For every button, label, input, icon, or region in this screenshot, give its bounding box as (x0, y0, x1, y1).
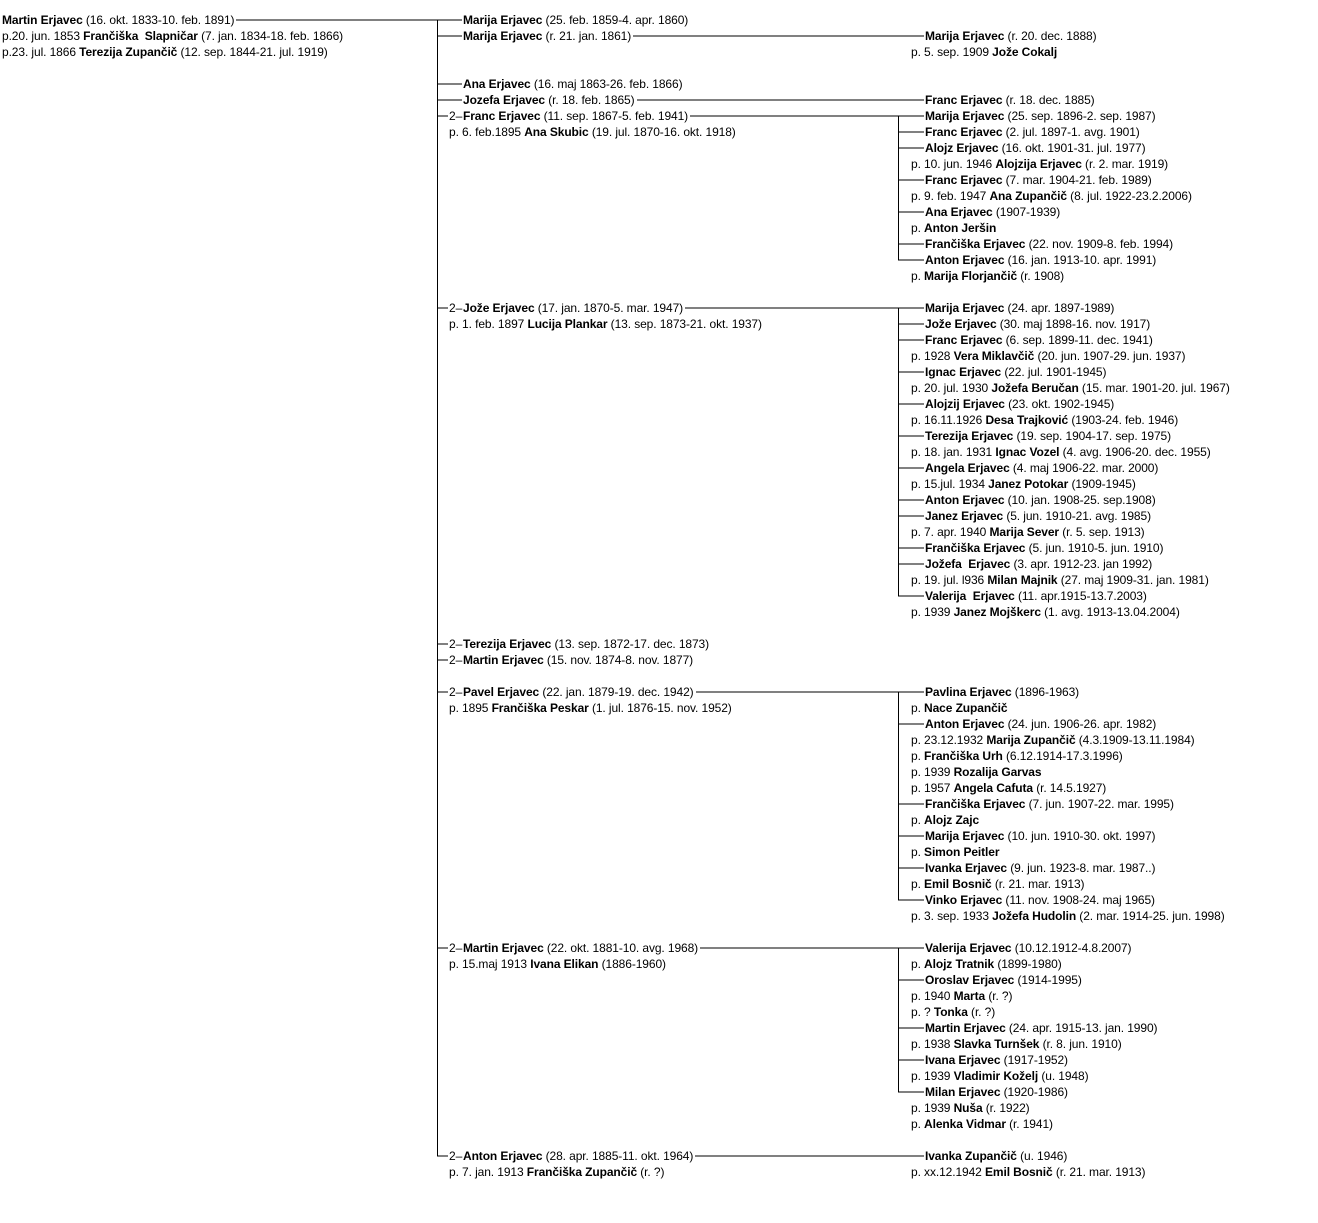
spouse-dates: (r. ?) (967, 1005, 996, 1019)
spouse-name: Alenka Vidmar (924, 1117, 1006, 1131)
person-dates: (7. jun. 1907-22. mar. 1995) (1025, 797, 1174, 811)
marriage-mark (449, 301, 462, 315)
grandchild-spouse (911, 813, 979, 827)
grandchild-spouse (911, 733, 1195, 747)
grandchild-spouse (911, 1069, 1088, 1083)
person-name: Martin Erjavec (463, 653, 544, 667)
marriage-mark (449, 637, 462, 651)
spouse-dates: (27. maj 1909-31. jan. 1981) (1057, 573, 1209, 587)
person-dates: (3. apr. 1912-23. jan 1992) (1010, 557, 1153, 571)
marriage-mark (449, 653, 462, 667)
person-name: Terezija Erjavec (925, 429, 1014, 443)
spouse-dates: (19. jul. 1870-16. okt. 1918) (588, 125, 736, 139)
person-dates: (r. 20. dec. 1888) (1004, 29, 1097, 43)
spouse-dates: (13. sep. 1873-21. okt. 1937) (607, 317, 762, 331)
spouse-name: Janez Potokar (988, 477, 1069, 491)
child-spouse (449, 957, 666, 971)
grandchild-spouse (911, 749, 1123, 763)
spouse-dates: (r. 21. mar. 1913) (991, 877, 1085, 891)
spouse-name: Milan Majnik (987, 573, 1058, 587)
person-dates: (1914-1995) (1014, 973, 1082, 987)
marriage-info: p. (911, 877, 925, 891)
person-dates: (16. maj 1863-26. feb. 1866) (530, 77, 683, 91)
marriage-info: p. 23.12.1932 (911, 733, 987, 747)
spouse-name: Angela Cafuta (953, 781, 1033, 795)
person-name: Marija Erjavec (463, 29, 543, 43)
marriage-info: p.23. jul. 1866 (2, 45, 80, 59)
spouse-dates: (r. 21. mar. 1913) (1052, 1165, 1146, 1179)
grandchild-person (925, 685, 1079, 699)
grandchild-spouse (911, 189, 1192, 203)
grandchild-spouse (911, 349, 1185, 363)
marriage-info: p. xx.12.1942 (911, 1165, 985, 1179)
second-marriage-mark: 2– (449, 637, 463, 651)
spouse-name: Vera Miklavčič (953, 349, 1035, 363)
person-dates: (13. sep. 1872-17. dec. 1873) (551, 637, 710, 651)
person-dates: (16. okt. 1901-31. jul. 1977) (998, 141, 1146, 155)
grandchild-spouse (911, 1101, 1030, 1115)
person-name: Ivanka Erjavec (925, 861, 1007, 875)
person-dates: (17. jan. 1870-5. mar. 1947) (534, 301, 684, 315)
spouse-name: Ana Skubic (524, 125, 589, 139)
spouse-dates: (12. sep. 1844-21. jul. 1919) (177, 45, 328, 59)
grandchild-person (925, 205, 1060, 219)
spouse-dates: (8. jul. 1922-23.2.2006) (1066, 189, 1192, 203)
person-dates: (11. apr.1915-13.7.2003) (1014, 589, 1147, 603)
person-dates: (6. sep. 1899-11. dec. 1941) (1002, 333, 1153, 347)
person-name: Franc Erjavec (925, 93, 1003, 107)
spouse-dates: (2. mar. 1914-25. jun. 1998) (1076, 909, 1225, 923)
child-person (463, 109, 688, 123)
person-dates: (11. nov. 1908-24. maj 1965) (1002, 893, 1155, 907)
root-spouse (2, 45, 328, 59)
person-dates: (5. jun. 1910-5. jun. 1910) (1025, 541, 1164, 555)
person-dates: (5. jun. 1910-21. avg. 1985) (1003, 509, 1151, 523)
grandchild-spouse (911, 269, 1064, 283)
grandchild-spouse (911, 45, 1057, 59)
person-dates: (19. sep. 1904-17. sep. 1975) (1013, 429, 1172, 443)
person-name: Frančiška Erjavec (925, 797, 1026, 811)
person-dates: (15. nov. 1874-8. nov. 1877) (543, 653, 694, 667)
grandchild-person (925, 141, 1146, 155)
spouse-name: Emil Bosnič (985, 1165, 1053, 1179)
spouse-dates: (6.12.1914-17.3.1996) (1002, 749, 1123, 763)
person-name: Martin Erjavec (925, 1021, 1006, 1035)
grandchild-person (925, 29, 1096, 43)
grandchild-person (925, 829, 1155, 843)
spouse-dates: (20. jun. 1907-29. jun. 1937) (1034, 349, 1186, 363)
marriage-info: p.20. jun. 1853 (2, 29, 84, 43)
spouse-dates: (4. avg. 1906-20. dec. 1955) (1059, 445, 1211, 459)
person-name: Ivanka Zupančič (925, 1149, 1017, 1163)
grandchild-person (925, 397, 1114, 411)
person-name: Ana Erjavec (925, 205, 993, 219)
marriage-info: p. 19. jul. l936 (911, 573, 988, 587)
person-dates: (2. jul. 1897-1. avg. 1901) (1002, 125, 1140, 139)
grandchild-spouse (911, 1005, 995, 1019)
spouse-dates: (1. jul. 1876-15. nov. 1952) (588, 701, 732, 715)
child-spouse (449, 317, 762, 331)
grandchild-spouse (911, 477, 1136, 491)
spouse-dates: (4.3.1909-13.11.1984) (1075, 733, 1195, 747)
person-name: Anton Erjavec (925, 717, 1005, 731)
grandchild-spouse (911, 413, 1178, 427)
spouse-name: Frančiška Urh (924, 749, 1003, 763)
marriage-info: p. (911, 269, 925, 283)
spouse-dates: (1903-24. feb. 1946) (1068, 413, 1179, 427)
child-person (463, 685, 694, 699)
marriage-info: p. 7. apr. 1940 (911, 525, 990, 539)
grandchild-spouse (911, 877, 1084, 891)
marriage-info: p. 15.maj 1913 (449, 957, 531, 971)
marriage-info: p. 1. feb. 1897 (449, 317, 528, 331)
grandchild-person (925, 861, 1155, 875)
person-dates: (25. sep. 1896-2. sep. 1987) (1004, 109, 1156, 123)
root-spouse (2, 29, 343, 43)
spouse-dates: (1899-1980) (994, 957, 1062, 971)
person-dates: (10. jan. 1908-25. sep.1908) (1004, 493, 1156, 507)
spouse-name: Marija Florjančič (924, 269, 1018, 283)
person-name: Martin Erjavec (463, 941, 544, 955)
grandchild-person (925, 125, 1140, 139)
spouse-name: Terezija Zupančič (79, 45, 178, 59)
spouse-dates: (r. 8. jun. 1910) (1039, 1037, 1122, 1051)
second-marriage-mark: 2– (449, 653, 463, 667)
spouse-name: Frančiška Zupančič (526, 1165, 638, 1179)
marriage-info: p. (911, 221, 925, 235)
spouse-dates: (1886-1960) (598, 957, 666, 971)
marriage-mark (449, 685, 462, 699)
marriage-info: p. 3. sep. 1933 (911, 909, 993, 923)
spouse-dates: (r. ?) (985, 989, 1013, 1003)
grandchild-person (925, 93, 1095, 107)
spouse-dates: (r. 1922) (982, 1101, 1030, 1115)
child-person (463, 637, 709, 651)
marriage-info: p. (911, 957, 925, 971)
spouse-name: Simon Peitler (924, 845, 1000, 859)
spouse-dates: (r. 14.5.1927) (1032, 781, 1107, 795)
grandchild-spouse (911, 445, 1211, 459)
person-name: Frančiška Erjavec (925, 237, 1026, 251)
marriage-info: p. (911, 749, 925, 763)
person-name: Jožefa Erjavec (925, 557, 1011, 571)
person-dates: (7. mar. 1904-21. feb. 1989) (1002, 173, 1152, 187)
grandchild-spouse (911, 221, 996, 235)
grandchild-spouse (911, 845, 999, 859)
person-name: Jozefa Erjavec (463, 93, 545, 107)
grandchild-spouse (911, 157, 1168, 171)
grandchild-spouse (911, 525, 1145, 539)
person-dates: (r. 18. dec. 1885) (1002, 93, 1095, 107)
marriage-info: p. (911, 813, 925, 827)
grandchild-spouse (911, 909, 1225, 923)
marriage-info: p. 1939 (911, 1101, 954, 1115)
marriage-mark (449, 941, 462, 955)
spouse-name: Ana Zupančič (989, 189, 1067, 203)
grandchild-spouse (911, 1117, 1053, 1131)
person-dates: (4. maj 1906-22. mar. 2000) (1009, 461, 1159, 475)
grandchild-person (925, 797, 1174, 811)
spouse-name: Vladimir Koželj (953, 1069, 1039, 1083)
marriage-info: p. (911, 845, 925, 859)
spouse-dates: (r. 5. sep. 1913) (1058, 525, 1145, 539)
spouse-name: Lucija Plankar (527, 317, 608, 331)
marriage-info: p. 1939 (911, 1069, 954, 1083)
marriage-info: p. 1895 (449, 701, 492, 715)
person-name: Anton Erjavec (463, 1149, 543, 1163)
marriage-mark (449, 109, 462, 123)
spouse-dates: (r. 2. mar. 1919) (1081, 157, 1169, 171)
grandchild-person (925, 333, 1153, 347)
root-person (2, 13, 234, 27)
grandchild-person (925, 1021, 1157, 1035)
grandchild-person (925, 1149, 1067, 1163)
grandchild-person (925, 237, 1173, 251)
grandchild-spouse (911, 781, 1106, 795)
person-dates: (24. apr. 1897-1989) (1004, 301, 1115, 315)
person-dates: (24. jun. 1906-26. apr. 1982) (1004, 717, 1157, 731)
person-dates: (28. apr. 1885-11. okt. 1964) (542, 1149, 694, 1163)
person-name: Marija Erjavec (463, 13, 543, 27)
marriage-mark (449, 1149, 462, 1163)
person-name: Terezija Erjavec (463, 637, 552, 651)
person-name: Franc Erjavec (925, 173, 1003, 187)
child-person (463, 653, 693, 667)
spouse-name: Ignac Vozel (995, 445, 1060, 459)
grandchild-person (925, 1085, 1068, 1099)
person-name: Pavel Erjavec (463, 685, 540, 699)
grandchild-person (925, 973, 1082, 987)
person-name: Ignac Erjavec (925, 365, 1002, 379)
marriage-info: p. 1939 (911, 765, 954, 779)
person-name: Marija Erjavec (925, 301, 1005, 315)
child-person (463, 1149, 693, 1163)
person-name: Pavlina Erjavec (925, 685, 1012, 699)
grandchild-person (925, 1053, 1068, 1067)
spouse-name: Anton Jeršin (924, 221, 997, 235)
child-person (463, 93, 635, 107)
person-dates: (9. jun. 1923-8. mar. 1987..) (1007, 861, 1156, 875)
person-name: Ivana Erjavec (925, 1053, 1001, 1067)
second-marriage-mark: 2– (449, 1149, 463, 1163)
second-marriage-mark: 2– (449, 685, 463, 699)
person-name: Jože Erjavec (463, 301, 535, 315)
spouse-name: Rozalija Garvas (953, 765, 1042, 779)
person-dates: (24. apr. 1915-13. jan. 1990) (1005, 1021, 1158, 1035)
spouse-name: Nace Zupančič (924, 701, 1008, 715)
spouse-name: Alojz Zajc (924, 813, 980, 827)
person-name: Vinko Erjavec (925, 893, 1003, 907)
marriage-info: p. 16.11.1926 (911, 413, 986, 427)
spouse-name: Marta (953, 989, 986, 1003)
grandchild-person (925, 109, 1156, 123)
spouse-name: Frančiška Peskar (491, 701, 589, 715)
marriage-info: p. 1938 (911, 1037, 954, 1051)
grandchild-person (925, 365, 1106, 379)
marriage-info: p. 1940 (911, 989, 954, 1003)
grandchild-person (925, 317, 1150, 331)
second-marriage-mark: 2– (449, 941, 463, 955)
spouse-name: Nuša (953, 1101, 983, 1115)
spouse-dates: (1909-1945) (1068, 477, 1136, 491)
spouse-name: Janez Mojškerc (953, 605, 1041, 619)
child-spouse (449, 701, 732, 715)
child-person (463, 77, 682, 91)
spouse-dates: (r. 1908) (1017, 269, 1065, 283)
grandchild-spouse (911, 957, 1062, 971)
spouse-name: Jožefa Hudolin (992, 909, 1077, 923)
person-dates: (1920-1986) (1000, 1085, 1068, 1099)
spouse-name: Slavka Turnšek (953, 1037, 1040, 1051)
marriage-info: p. (911, 701, 925, 715)
spouse-dates: (7. jan. 1834-18. feb. 1866) (197, 29, 344, 43)
grandchild-spouse (911, 989, 1012, 1003)
person-name: Valerija Erjavec (925, 589, 1015, 603)
marriage-info: p. 20. jul. 1930 (911, 381, 992, 395)
spouse-dates: (1. avg. 1913-13.04.2004) (1040, 605, 1180, 619)
person-dates: (23. okt. 1902-1945) (1004, 397, 1115, 411)
person-dates: (16. jan. 1913-10. apr. 1991) (1004, 253, 1157, 267)
grandchild-person (925, 893, 1155, 907)
grandchild-person (925, 173, 1152, 187)
marriage-info: p. 15.jul. 1934 (911, 477, 989, 491)
grandchild-person (925, 541, 1163, 555)
marriage-info: p. 5. sep. 1909 (911, 45, 993, 59)
grandchild-spouse (911, 381, 1230, 395)
person-name: Anton Erjavec (925, 253, 1005, 267)
spouse-name: Ivana Elikan (530, 957, 599, 971)
grandchild-person (925, 301, 1114, 315)
spouse-name: Tonka (933, 1005, 968, 1019)
spouse-dates: (u. 1948) (1038, 1069, 1089, 1083)
child-person (463, 941, 698, 955)
second-marriage-mark: 2– (449, 301, 463, 315)
person-name: Martin Erjavec (2, 13, 83, 27)
person-dates: (1917-1952) (1000, 1053, 1068, 1067)
person-dates: (r. 18. feb. 1865) (545, 93, 635, 107)
marriage-info: p. 10. jun. 1946 (911, 157, 996, 171)
person-name: Alojzij Erjavec (925, 397, 1005, 411)
spouse-name: Frančiška Slapničar (83, 29, 198, 43)
person-name: Valerija Erjavec (925, 941, 1012, 955)
person-dates: (10. jun. 1910-30. okt. 1997) (1004, 829, 1156, 843)
grandchild-person (925, 941, 1131, 955)
person-name: Franc Erjavec (463, 109, 541, 123)
spouse-name: Jože Cokalj (992, 45, 1058, 59)
grandchild-person (925, 589, 1147, 603)
grandchild-person (925, 717, 1156, 731)
person-dates: (22. okt. 1881-10. avg. 1968) (543, 941, 699, 955)
marriage-info: p. (911, 1117, 925, 1131)
person-dates: (22. jul. 1901-1945) (1001, 365, 1107, 379)
person-dates: (16. okt. 1833-10. feb. 1891) (82, 13, 235, 27)
marriage-info: p. ? (911, 1005, 934, 1019)
person-name: Angela Erjavec (925, 461, 1010, 475)
grandchild-spouse (911, 605, 1180, 619)
person-name: Ana Erjavec (463, 77, 531, 91)
person-name: Oroslav Erjavec (925, 973, 1015, 987)
spouse-dates: (r. ?) (637, 1165, 665, 1179)
person-dates: (25. feb. 1859-4. apr. 1860) (542, 13, 689, 27)
marriage-info: p. 6. feb.1895 (449, 125, 525, 139)
person-name: Marija Erjavec (925, 109, 1005, 123)
child-person (463, 301, 683, 315)
child-person (463, 29, 631, 43)
person-name: Anton Erjavec (925, 493, 1005, 507)
child-spouse (449, 125, 736, 139)
person-dates: (1907-1939) (992, 205, 1061, 219)
grandchild-spouse (911, 573, 1209, 587)
person-dates: (1896-1963) (1011, 685, 1080, 699)
person-name: Milan Erjavec (925, 1085, 1001, 1099)
child-person (463, 13, 688, 27)
person-dates: (22. nov. 1909-8. feb. 1994) (1025, 237, 1174, 251)
person-dates: (30. maj 1898-16. nov. 1917) (996, 317, 1151, 331)
person-name: Frančiška Erjavec (925, 541, 1026, 555)
marriage-info: p. 1939 (911, 605, 954, 619)
person-name: Marija Erjavec (925, 29, 1005, 43)
child-spouse (449, 1165, 664, 1179)
spouse-name: Marija Sever (989, 525, 1059, 539)
person-name: Alojz Erjavec (925, 141, 999, 155)
grandchild-spouse (911, 701, 1007, 715)
grandchild-spouse (911, 765, 1041, 779)
spouse-name: Marija Zupančič (986, 733, 1076, 747)
person-dates: (22. jan. 1879-19. dec. 1942) (539, 685, 694, 699)
grandchild-person (925, 461, 1158, 475)
spouse-name: Alojzija Erjavec (995, 157, 1082, 171)
spouse-dates: (r. 1941) (1005, 1117, 1053, 1131)
spouse-dates: (15. mar. 1901-20. jul. 1967) (1078, 381, 1230, 395)
grandchild-person (925, 493, 1156, 507)
person-dates: (r. 21. jan. 1861) (542, 29, 632, 43)
marriage-info: p. 1928 (911, 349, 954, 363)
person-name: Jože Erjavec (925, 317, 997, 331)
grandchild-person (925, 509, 1151, 523)
marriage-info: p. 7. jan. 1913 (449, 1165, 527, 1179)
second-marriage-mark: 2– (449, 109, 463, 123)
marriage-info: p. 1957 (911, 781, 954, 795)
spouse-name: Emil Bosnič (924, 877, 992, 891)
spouse-name: Alojz Tratnik (924, 957, 995, 971)
grandchild-spouse (911, 1037, 1122, 1051)
person-name: Marija Erjavec (925, 829, 1005, 843)
marriage-info: p. 9. feb. 1947 (911, 189, 990, 203)
marriage-info: p. 18. jan. 1931 (911, 445, 996, 459)
person-name: Franc Erjavec (925, 125, 1003, 139)
grandchild-person (925, 429, 1171, 443)
person-dates: (10.12.1912-4.8.2007) (1011, 941, 1132, 955)
person-dates: (u. 1946) (1016, 1149, 1068, 1163)
grandchild-person (925, 253, 1156, 267)
grandchild-person (925, 557, 1152, 571)
spouse-name: Jožefa Beručan (991, 381, 1079, 395)
grandchild-spouse (911, 1165, 1145, 1179)
person-name: Franc Erjavec (925, 333, 1003, 347)
person-name: Janez Erjavec (925, 509, 1004, 523)
spouse-name: Desa Trajković (985, 413, 1069, 427)
person-dates: (11. sep. 1867-5. feb. 1941) (540, 109, 689, 123)
